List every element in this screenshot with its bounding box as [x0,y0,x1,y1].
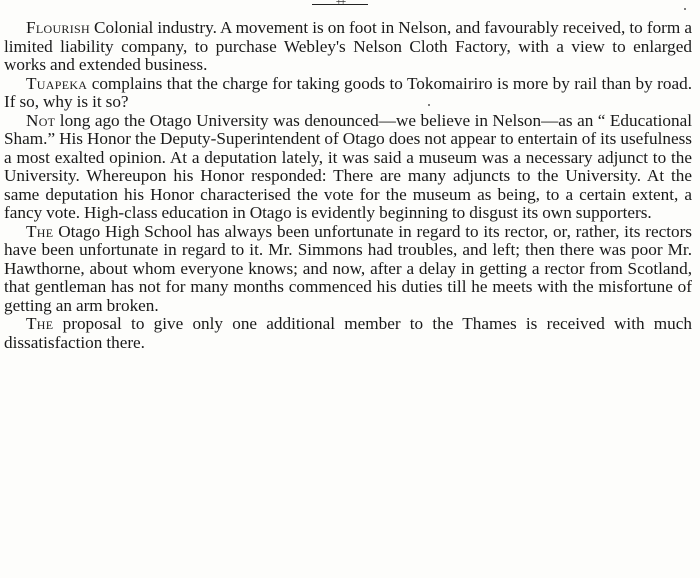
print-speck [428,104,430,106]
paragraph-text: Otago High School has always been unfortunate in regard to its rector, or, rather, its rectors have been unfortunate in regard to it. Mr. Simmons had troubles, and left; then there was poor Mr. Hawthorne, about whom everyone knows; and now, after a delay in getting a rector from Scotland, that gentleman has not for many months commenced his duties till he meets with the misfortune of getting an arm broken. [4,221,692,315]
paragraph-text: complains that the charge for taking goods to Tokomairiro is more by rail than by road. If so, why is it so? [4,73,692,111]
paragraph-otago-high-school [4,223,692,316]
paragraph-lead-word: Flourish [26,18,90,37]
section-separator [312,0,368,14]
paragraph-lead-word: The [26,221,54,241]
paragraph-otago-university [4,112,692,223]
paragraph-lead-word: Not [26,110,56,130]
paragraph-tuapeka [4,75,692,112]
separator-mark: ++ [335,0,345,8]
paragraph-lead-word: The [26,314,54,333]
paragraph-text: Colonial industry. A movement is on foot in Nelson, and favourably received, to form a limited liability company, to purchase Webley's Nelson Cloth Factory, with a view to enlarged works and extended business. [4,18,692,74]
print-speck [684,8,686,10]
paragraph-thames-member [4,315,692,352]
article-column [4,19,692,352]
paragraph-text: proposal to give only one additional member to the Thames is received with much dissatisfaction there. [4,314,692,352]
paragraph-nelson-cloth-factory [4,19,692,75]
paragraph-lead-word: Tuapeka [26,73,88,93]
paragraph-text: long ago the Otago University was denounced—we believe in Nelson—as an “ Educational Sham.” His Honor the Deputy-Superintendent of Otago does not appear to entertain of its usefulness a most exalted opinion. At a deputation lately, it was said a museum was a necessary adjunct to the University. Whereupon his Honor responded: There are many adjuncts to the University. At the same deputation his Honor characterised the vote for the museum as being, to a certain extent, a fancy vote. High-class education in Otago is evidently beginning to disgust its own supporters. [4,110,692,222]
